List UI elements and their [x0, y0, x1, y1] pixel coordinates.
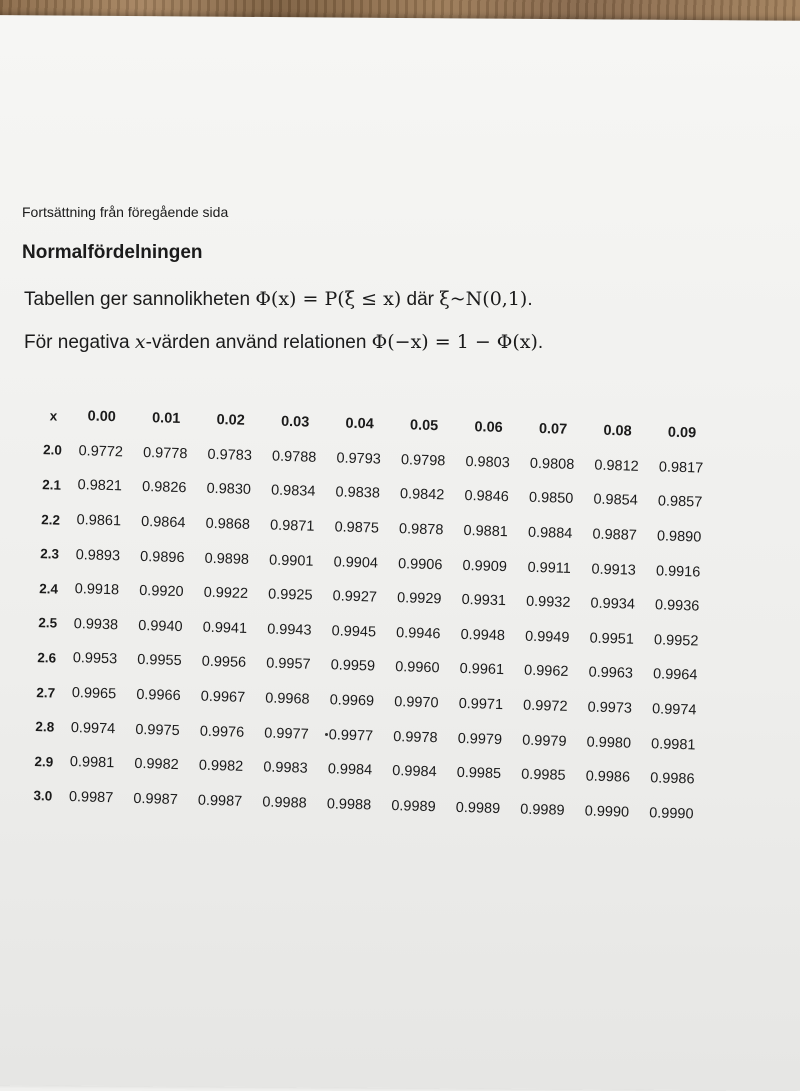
column-header: 0.05 — [409, 417, 439, 435]
line1-formula: Φ(x) = P(ξ ≤ x) — [255, 288, 402, 310]
table-cell: 0.9857 — [657, 493, 703, 512]
table-cell: 0.9970 — [393, 694, 439, 712]
column-header: 0.08 — [603, 423, 632, 440]
table-cell: 0.9772 — [78, 443, 124, 461]
table-cell: 0.9959 — [330, 657, 376, 675]
table-cell: 0.9967 — [200, 688, 246, 706]
table-cell: 0.9977 — [264, 725, 309, 743]
row-header: 2.0 — [42, 442, 63, 459]
table-cell: 0.9920 — [138, 583, 184, 601]
table-cell: 0.9846 — [464, 488, 510, 506]
continuation-note: Fortsättning från föregående sida — [22, 204, 229, 220]
table-cell: 0.9953 — [72, 650, 118, 668]
table-cell: 0.9982 — [198, 757, 244, 776]
table-cell: 0.9913 — [591, 561, 637, 579]
table-cell: 0.9798 — [400, 452, 446, 470]
table-cell: 0.9980 — [586, 734, 632, 752]
table-cell: 0.9890 — [656, 528, 702, 546]
table-cell: 0.9871 — [269, 517, 315, 535]
line2-variable — [135, 331, 146, 353]
table-cell: 0.9957 — [266, 655, 311, 674]
table-cell: 0.9986 — [585, 768, 631, 786]
table-cell: 0.9916 — [655, 562, 701, 581]
table-cell: 0.9938 — [73, 615, 119, 634]
table-cell: 0.9952 — [653, 632, 699, 650]
table-cell: 0.9788 — [271, 448, 317, 466]
table-cell: 0.9826 — [141, 479, 187, 497]
ink-dot — [325, 733, 328, 736]
table-cell: 0.9956 — [201, 654, 247, 672]
line1-end: . — [527, 289, 533, 310]
line2-text-a: För negativa — [24, 332, 135, 353]
table-cell: 0.9963 — [588, 664, 634, 683]
table-cell: 0.9965 — [71, 685, 117, 703]
table-cell: 0.9927 — [332, 588, 378, 606]
row-header: 2.1 — [41, 477, 62, 493]
table-cell: 0.9940 — [138, 617, 183, 635]
table-cell: 0.9977 — [328, 726, 374, 745]
table-cell: 0.9936 — [654, 597, 700, 615]
table-cell: 0.9984 — [327, 761, 373, 779]
table-cell: 0.9898 — [204, 550, 250, 568]
line1-text-a: Tabellen ger sannolikheten — [24, 289, 256, 310]
table-cell: 0.9783 — [207, 446, 253, 464]
section-heading: Normalfördelningen — [22, 242, 203, 263]
table-cell: 0.9925 — [267, 586, 313, 605]
column-header: 0.02 — [216, 412, 246, 430]
table-cell: 0.9838 — [335, 484, 381, 503]
table-cell: 0.9901 — [268, 552, 314, 570]
description-line-2 — [24, 331, 543, 354]
table-cell: 0.9943 — [266, 621, 312, 639]
table-cell: 0.9985 — [456, 765, 502, 783]
table-cell: 0.9964 — [652, 666, 698, 684]
table-cell: 0.9976 — [199, 723, 245, 741]
line2-end: . — [537, 332, 544, 353]
table-cell: 0.9842 — [399, 486, 445, 504]
table-cell: 0.9881 — [463, 523, 509, 541]
table-cell: 0.9868 — [205, 515, 251, 534]
line1-text-b: där — [401, 289, 440, 310]
table-cell: 0.9973 — [587, 699, 633, 717]
table-cell: 0.9817 — [658, 459, 704, 477]
table-cell: 0.9987 — [133, 790, 178, 808]
table-cell: 0.9778 — [142, 444, 188, 463]
row-header: 2.5 — [38, 615, 58, 631]
row-header: 2.8 — [35, 719, 55, 735]
table-cell: 0.9808 — [529, 455, 575, 473]
row-header: 3.0 — [33, 788, 53, 804]
table-cell: 0.9934 — [590, 595, 636, 614]
table-cell: 0.9803 — [465, 453, 511, 472]
line2-formula: Φ(−x) = 1 − Φ(x) — [371, 331, 538, 353]
table-cell: 0.9987 — [197, 792, 243, 810]
table-cell: 0.9893 — [75, 546, 121, 565]
table-cell: 0.9909 — [462, 557, 508, 575]
table-cell: 0.9906 — [397, 555, 443, 574]
table-cell: 0.9975 — [135, 721, 180, 739]
table-cell: 0.9966 — [136, 686, 181, 705]
table-cell: 0.9989 — [455, 799, 501, 817]
table-cell: 0.9922 — [203, 584, 249, 603]
table-cell: 0.9979 — [521, 732, 567, 750]
table-cell: 0.9961 — [459, 661, 505, 679]
row-header: 2.7 — [36, 684, 56, 701]
table-corner-label: x — [49, 408, 58, 424]
table-cell: 0.9974 — [651, 701, 697, 719]
table-cell: 0.9941 — [202, 619, 248, 637]
table-cell: 0.9875 — [334, 519, 380, 537]
table-cell: 0.9850 — [528, 490, 574, 508]
table-cell: 0.9989 — [391, 797, 436, 816]
table-cell: 0.9983 — [263, 759, 308, 777]
table-cell: 0.9960 — [394, 659, 440, 677]
table-cell: 0.9884 — [527, 524, 573, 543]
table-cell: 0.9834 — [270, 483, 316, 501]
table-cell: 0.9854 — [593, 492, 638, 510]
row-header: 2.6 — [37, 650, 57, 666]
table-cell: 0.9978 — [393, 728, 438, 746]
description-line-1 — [24, 288, 533, 311]
column-header: 0.07 — [538, 421, 568, 439]
table-cell: 0.9949 — [524, 628, 570, 646]
table-cell: 0.9988 — [262, 794, 307, 812]
table-cell: 0.9945 — [331, 623, 377, 641]
table-cell: 0.9988 — [326, 796, 372, 814]
table-cell: 0.9951 — [589, 630, 635, 648]
table-cell: 0.9932 — [525, 593, 571, 612]
table-cell: 0.9955 — [137, 652, 182, 670]
table-cell: 0.9896 — [139, 548, 185, 566]
column-header: 0.03 — [280, 414, 310, 431]
table-cell: 0.9904 — [333, 553, 379, 572]
table-cell: 0.9969 — [329, 692, 375, 710]
table-cell: 0.9911 — [527, 559, 572, 577]
table-cell: 0.9864 — [140, 514, 186, 532]
table-cell: 0.9985 — [521, 766, 566, 785]
table-cell: 0.9971 — [458, 695, 504, 714]
row-header: 2.2 — [41, 511, 61, 528]
table-cell: 0.9990 — [648, 805, 694, 823]
table-cell: 0.9986 — [649, 770, 695, 788]
table-cell: 0.9974 — [70, 719, 116, 737]
table-cell: 0.9793 — [336, 450, 382, 468]
table-cell: 0.9878 — [398, 521, 444, 539]
row-header: 2.4 — [39, 580, 59, 597]
table-cell: 0.9982 — [134, 756, 179, 774]
table-cell: 0.9987 — [68, 788, 114, 807]
table-cell: 0.9929 — [396, 590, 442, 608]
table-cell: 0.9984 — [392, 763, 437, 781]
line2-text-b: -värden använd relationen — [145, 332, 372, 353]
table-cell: 0.9968 — [265, 690, 310, 708]
table-cell: 0.9821 — [77, 477, 123, 495]
column-header: 0.00 — [87, 408, 117, 426]
line1-distribution: ξ~N(0,1) — [439, 288, 528, 310]
table-cell: 0.9981 — [650, 735, 696, 754]
table-cell: 0.9830 — [206, 481, 252, 499]
row-header: 2.9 — [34, 753, 54, 770]
table-cell: 0.9887 — [592, 526, 638, 544]
column-header: 0.09 — [667, 424, 697, 442]
row-header: 2.3 — [40, 546, 60, 562]
table-cell: 0.9931 — [461, 592, 507, 610]
line2-variable-x: x — [134, 331, 146, 353]
table-cell: 0.9861 — [76, 512, 122, 530]
table-cell: 0.9972 — [522, 697, 568, 715]
column-header: 0.01 — [151, 410, 181, 428]
column-header: 0.06 — [474, 419, 503, 437]
table-cell: 0.9948 — [460, 626, 506, 644]
normal-distribution-table — [26, 398, 757, 833]
table-cell: 0.9989 — [520, 801, 565, 819]
table-cell: 0.9812 — [594, 457, 639, 475]
table-cell: 0.9962 — [523, 663, 569, 681]
table-cell: 0.9946 — [395, 624, 441, 643]
table-cell: 0.9981 — [69, 754, 115, 772]
table-cell: 0.9990 — [584, 803, 630, 821]
table-cell: 0.9918 — [74, 581, 120, 599]
column-header: 0.04 — [345, 415, 374, 433]
table-cell: 0.9979 — [457, 730, 503, 748]
